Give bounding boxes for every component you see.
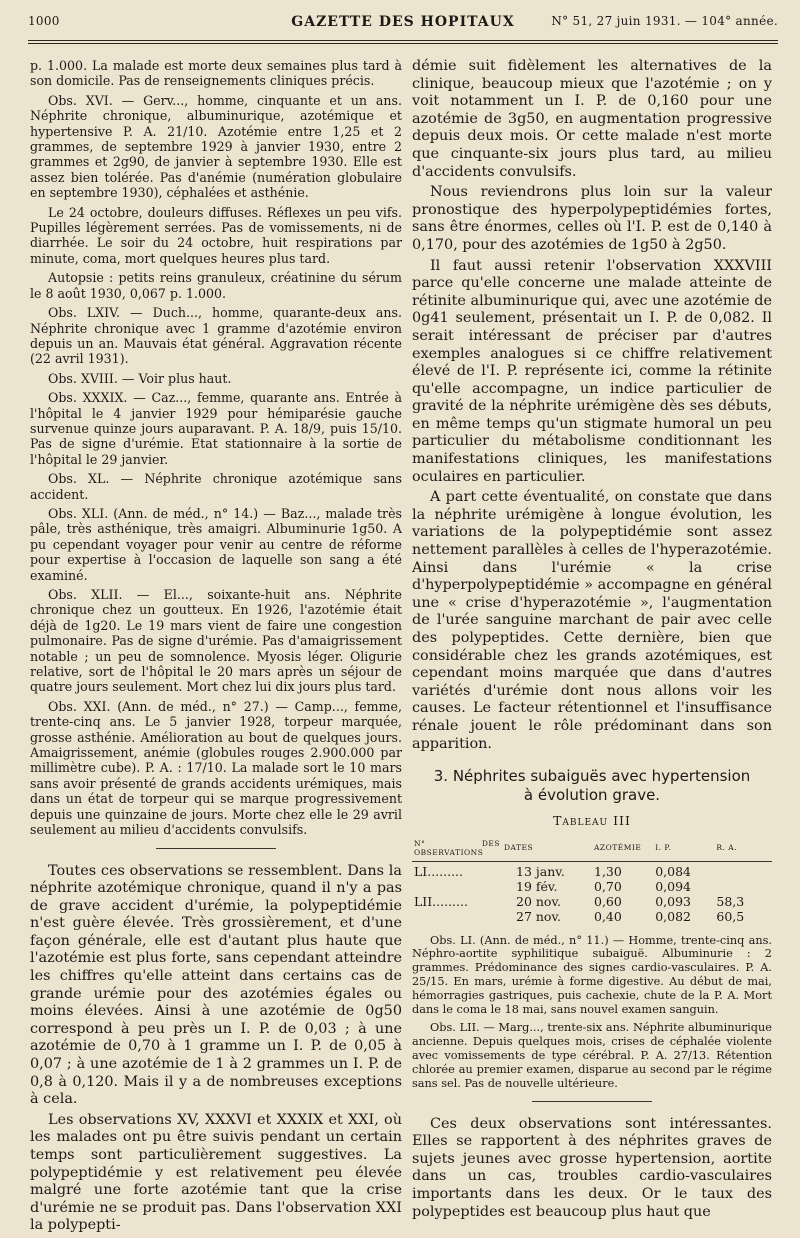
journal-title: GAZETTE DES HOPITAUX: [291, 14, 515, 30]
table-cell: 0,084: [655, 863, 691, 879]
observations-block: [412, 934, 772, 1091]
table-cell: 60,5: [716, 908, 745, 924]
table-cell: LI.........: [414, 863, 463, 879]
page-header: [28, 14, 778, 36]
table-row: [412, 879, 772, 894]
table-cell: 58,3: [716, 893, 745, 909]
section-title: [412, 767, 772, 805]
paragraph: p. 1.000. La malade est morte deux semaines plus tard à son domicile. Pas de renseignements cliniques précis.: [30, 58, 402, 89]
section-title-line: à évolution grave.: [523, 786, 661, 805]
paragraph: Toutes ces observations se ressemblent. Dans la néphrite azotémique chronique, quand il n'y a pas de grave accident d'urémie, la polypeptidémie n'est guère élevée. Très grossièrement, et d'une façon générale, elle est d'autant plus haute que l'azotémie est plus forte, sans cependant atteindre les chiffres qu'elle atteint dans certains cas de grande urémie pour des azotémies égales ou moins élevées. Ainsi à une azotémie de 0g50 correspond à peu près un I. P. de 0,03 ; à une azotémie de 0,70 à 1 gramme un I. P. de 0,05 à 0,07 ; à une azotémie de 1 à 2 grammes un I. P. de 0,8 à 0,120. Mais il y a de nombreuses exceptions à cela.: [30, 862, 402, 1108]
paragraph: Obs. XVIII. — Voir plus haut.: [48, 370, 232, 386]
table-cell: 0,40: [594, 908, 622, 924]
table-cell: 0,094: [655, 878, 691, 894]
paragraph: A part cette éventualité, on constate que dans la néphrite urémigène à longue évolution, les variations de la polypeptidémie sont assez nettement parallèles à celles de l'hyperazotémie. Ainsi dans l'urémie « la crise d'hyperpolypeptidémie » accompagne en général une « crise d'hyperazotémie », l'augmentation de l'urée sanguine marchant de pair avec celle des polypeptides. Cette dernière, bien que considérable chez les grands azotémiques, est cependant moins marquée que dans d'autres variétés d'urémie dont nous allons voir les causes. Le facteur rétentionnel et l'insuffisance rénale jouent le rôle prédominant dans son apparition.: [412, 489, 772, 752]
paragraph: Obs. XL. — Néphrite chronique azotémique sans accident.: [30, 471, 402, 502]
paragraph: Les observations XV, XXXVI et XXXIX et XXI, où les malades ont pu être suivis pendant un certain temps sont particulièrement suggestives. La polypeptidémie y est relativement peu élevée malgré une forte azotémie tant que la crise d'urémie ne se produit pas. Dans l'observation XXI la polypepti-: [30, 1111, 402, 1234]
header-rule-top: [28, 40, 778, 41]
table-cell: LII.........: [414, 893, 468, 909]
table-cell: 0,093: [655, 893, 691, 909]
page-number: 1000: [28, 14, 60, 28]
header-rule-bottom: [28, 43, 778, 44]
paragraph: Nous reviendrons plus loin sur la valeur pronostique des hyperpolypeptidémies fortes, sans être énormes, celles où l'I. P. est de 0,140 à 0,170, pour des azotémies de 1g50 à 2g50.: [412, 184, 772, 253]
table-row: [412, 894, 772, 909]
table-title: Tableau III: [553, 813, 631, 829]
paragraph: Autopsie : petits reins granuleux, créatinine du sérum le 8 août 1930, 0,067 p. 1.000.: [30, 270, 402, 301]
table-cell: 0,70: [594, 878, 622, 894]
paragraph: Ces deux observations sont intéressantes. Elles se rapportent à des néphrites graves de sujets jeunes avec grosse hypertension, aortite dans un cas, troubles cardio-vasculaires importants dans les deux. Or le taux des polypeptides est beaucoup plus haut que: [412, 1115, 772, 1220]
paragraph: Obs. XLI. (Ann. de méd., n° 14.) — Baz..., malade très pâle, très asthénique, très amaigri. Albuminurie 1g50. A pu cependant voyager pour venir au centre de réforme pour expertise à l'occasion de laquelle son sang a été examiné.: [30, 505, 402, 583]
paragraph: Obs. XXI. (Ann. de méd., n° 27.) — Camp..., femme, trente-cinq ans. Le 5 janvier 1928, torpeur marquée, grosse asthénie. Amélioration au bout de quelques jours. Amaigrissement, anémie (globules rouges 2.900.000 par millimètre cube). P. A. : 17/10. La malade sort le 10 mars sans avoir présenté de grands accidents urémiques, mais dans un état de torpeur qui se marque progressivement depuis une quinzaine de jours. Morte chez elle le 29 avril seulement au milieu d'accidents convulsifs.: [30, 698, 402, 838]
right-column: [412, 58, 772, 1224]
section-title-line: 3. Néphrites subaiguës avec hypertension: [433, 767, 751, 786]
paragraph: Le 24 octobre, douleurs diffuses. Réflexes un peu vifs. Pupilles légèrement serrées. Pas de vomissements, ni de diarrhée. Le soir du 24 octobre, huit respirations par minute, coma, mort quelques heures plus tard.: [30, 204, 402, 266]
paragraph: Obs. LI. (Ann. de méd., n° 11.) — Homme, trente-cinq ans. Néphro-aortite syphilitique subaiguë. Albuminurie : 2 grammes. Prédominance des signes cardio-vasculaires. P. A. 25/15. En mars, urémie à forme digestive. Au début de mai, hémorragies gastriques, puis cachexie, chute de la P. A. Mort dans le coma le 18 mai, sans nouvel examen sanguin.: [412, 933, 772, 1017]
paragraph: Obs. LII. — Marg..., trente-six ans. Néphrite albuminurique ancienne. Depuis quelques mois, crises de céphalée violente avec vomissements de type cérébral. P. A. 27/13. Rétention chlorée au premier examen, disparue au second par le régime sans sel. Pas de nouvelle ultérieure.: [412, 1021, 772, 1090]
table-cell: 13 janv.: [516, 863, 565, 879]
paragraph: Obs. LXIV. — Duch..., homme, quarante-deux ans. Néphrite chronique avec 1 gramme d'azotémie environ depuis un an. Mauvais état général. Aggravation récente (22 avril 1931).: [30, 305, 402, 367]
table-cell: 1,30: [594, 863, 622, 879]
table-cell: 0,082: [655, 908, 691, 924]
column-header: AZOTÉMIE: [592, 837, 653, 862]
section-separator: [532, 1101, 652, 1102]
table-cell: 20 nov.: [516, 893, 562, 909]
column-header: N° DES OBSERVATIONS: [412, 837, 502, 862]
table-cell: 0,60: [594, 893, 622, 909]
section-separator: [156, 848, 276, 849]
table-row: [412, 861, 772, 879]
table-cell: [714, 861, 772, 879]
paragraph: Obs. XXXIX. — Caz..., femme, quarante ans. Entrée à l'hôpital le 4 janvier 1929 pour hémiparésie gauche survenue quinze jours auparavant. P. A. 18/9, puis 15/10. Pas de signe d'urémie. Etat stationnaire à la sortie de l'hôpital le 29 janvier.: [30, 390, 402, 467]
column-header: DATES: [502, 837, 592, 862]
table-cell: [714, 879, 772, 894]
paragraph: démie suit fidèlement les alternatives de la clinique, beaucoup mieux que l'azotémie ; on y voit notamment un I. P. de 0,160 pour une azotémie de 3g50, en augmentation progressive depuis deux mois. Or cette malade n'est morte que cinquante-six jours plus tard, au milieu d'accidents convulsifs.: [412, 58, 772, 180]
table-cell: 19 fév.: [516, 878, 558, 894]
table-row: [412, 909, 772, 924]
issue-info: N° 51, 27 juin 1931. — 104° année.: [551, 14, 778, 28]
paragraph: Obs. XVI. — Gerv..., homme, cinquante et un ans. Néphrite chronique, albuminurique, azotémique et hypertensive P. A. 21/10. Azotémie entre 1,25 et 2 grammes, de septembre 1929 à janvier 1930, entre 2 grammes et 2g90, de janvier à septembre 1930. Elle est assez bien tolérée. Pas d'anémie (numération globulaire en septembre 1930), céphalées et asthénie.: [30, 92, 402, 201]
table-cell: [412, 879, 502, 894]
data-table: [412, 837, 772, 924]
left-column: [30, 58, 402, 1238]
paragraph: Il faut aussi retenir l'observation XXXVIII parce qu'elle concerne une malade atteinte de rétinite albuminurique qui, avec une azotémie de 0g41 seulement, présentait un I. P. de 0,082. Il serait intéressant de préciser par d'autres exemples analogues si ce chiffre relativement élevé de l'I. P. représente ici, comme la rétinite qu'elle accompagne, un indice particulier de gravité de la néphrite urémigène dès ses débuts, en même temps qu'un stigmate humoral un peu particulier du métabolisme conditionnant les manifestations cliniques, les manifestations oculaires en particulier.: [412, 257, 772, 485]
column-header: I. P.: [653, 837, 714, 862]
table-cell: 27 nov.: [516, 908, 562, 924]
paragraph: Obs. XLII. — El..., soixante-huit ans. Néphrite chronique chez un goutteux. En 1926, l'azotémie était déjà de 1g20. Le 19 mars vient de faire une congestion pulmonaire. Pas de signe d'urémie. Pas d'amaigrissement notable ; un peu de somnolence. Myosis léger. Oligurie relative, sort de l'hôpital le 20 mars après un séjour de quatre jours seulement. Mort chez lui dix jours plus tard.: [30, 587, 402, 695]
table-cell: [412, 909, 502, 924]
column-header: R. A.: [714, 837, 772, 862]
